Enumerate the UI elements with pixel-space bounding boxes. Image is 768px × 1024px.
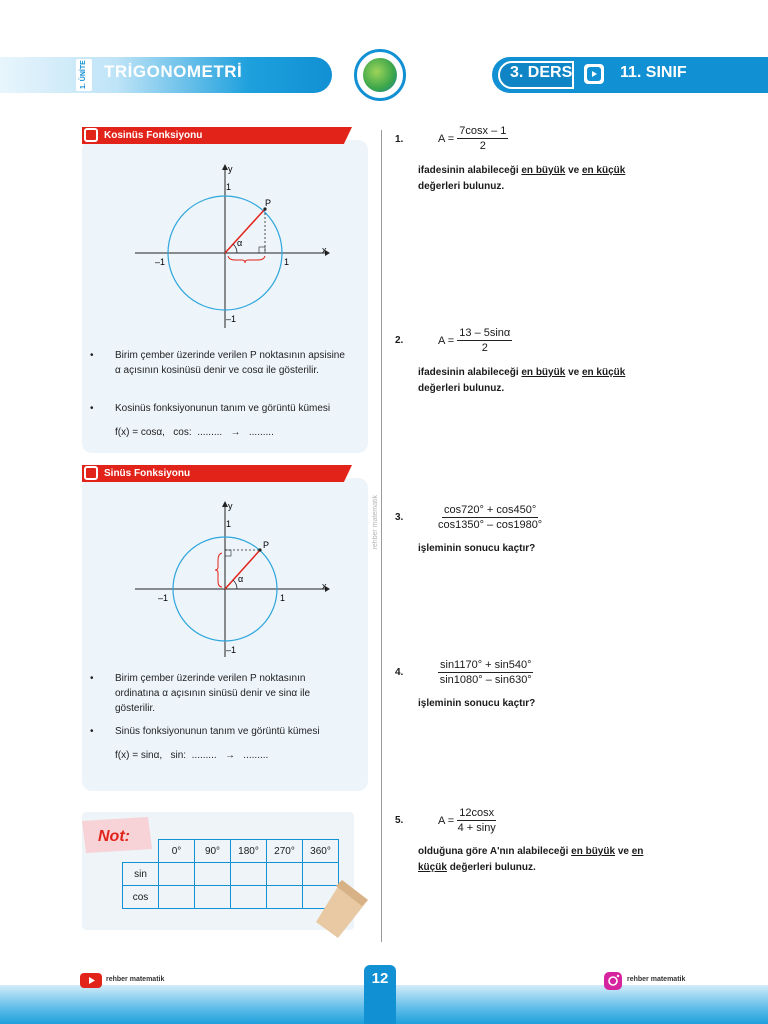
alpha-label: α bbox=[237, 238, 243, 248]
svg-text:1: 1 bbox=[226, 519, 232, 529]
table-header-cell: 0° bbox=[159, 840, 195, 863]
cosine-formula: f(x) = cosα, cos: ......... → ......... bbox=[115, 427, 274, 438]
x-one-label: 1 bbox=[284, 257, 290, 267]
cosine-unit-circle-diagram bbox=[130, 160, 340, 335]
column-divider bbox=[381, 130, 382, 942]
note-table bbox=[122, 839, 339, 909]
radius-op bbox=[225, 209, 265, 253]
page-title: TRİGONOMETRİ bbox=[104, 62, 243, 81]
brain-icon bbox=[363, 58, 397, 92]
sine-bullet-2: Sinüs fonksiyonunun tanım ve görüntü kümesi bbox=[115, 726, 320, 737]
play-icon bbox=[84, 466, 98, 480]
sine-formula: f(x) = sinα, sin: ......... → ......... bbox=[115, 750, 269, 761]
question-1-expression: A = $\frac{7\cos x - 1}{2}$ bbox=[438, 125, 507, 152]
question-4-expression: $\frac{\sin 1170^\circ + \sin 540^\circ}{\sin 1080^\circ - \sin 630^\circ}$ bbox=[439, 659, 532, 686]
y-one-label: 1 bbox=[226, 182, 232, 192]
question-number: 2. bbox=[395, 335, 404, 346]
y-minus-one-label: –1 bbox=[226, 314, 237, 324]
p-label: P bbox=[265, 198, 272, 208]
table-header-cell: 270° bbox=[267, 840, 303, 863]
x-minus-one-label: –1 bbox=[155, 257, 166, 267]
row-label: sin bbox=[123, 863, 159, 886]
instagram-icon[interactable] bbox=[603, 971, 623, 996]
cosine-section-title: Kosinüs Fonksiyonu bbox=[104, 130, 203, 141]
table-header-cell: 360° bbox=[303, 840, 339, 863]
youtube-icon[interactable] bbox=[80, 973, 102, 993]
question-number: 1. bbox=[395, 134, 404, 145]
svg-text:–1: –1 bbox=[226, 645, 237, 655]
svg-text:x: x bbox=[322, 581, 327, 591]
table-row bbox=[123, 863, 339, 886]
note-label: Not: bbox=[98, 828, 130, 845]
grade-label: 11. SINIF bbox=[620, 64, 687, 81]
unit-tag: 1. ÜNİTE bbox=[80, 60, 87, 90]
row-label: cos bbox=[123, 886, 159, 909]
question-5-expression: A = $\frac{12\cos x}{4 + \sin y}$ bbox=[438, 807, 496, 834]
table-row bbox=[123, 840, 339, 863]
brace bbox=[215, 553, 222, 587]
brace bbox=[228, 256, 265, 263]
cosine-bullet-1: Birim çember üzerinde verilen P noktasının apsisine α açısının kosinüsü denir ve cosα ile gösterilir. bbox=[115, 350, 345, 376]
svg-text:–1: –1 bbox=[158, 593, 169, 603]
question-number: 5. bbox=[395, 815, 404, 826]
instagram-handle[interactable]: rehber matematik bbox=[627, 976, 686, 983]
question-2-text: ifadesinin alabileceği en büyük ve en küçük değerleri bulunuz. bbox=[418, 367, 626, 394]
y-label: y bbox=[228, 164, 233, 174]
right-angle-mark bbox=[259, 247, 265, 253]
question-3-text: işleminin sonucu kaçtır? bbox=[418, 543, 536, 554]
table-header-cell: 180° bbox=[231, 840, 267, 863]
video-play-icon[interactable] bbox=[584, 64, 604, 84]
question-number: 3. bbox=[395, 512, 404, 523]
bullet-dot: • bbox=[90, 726, 94, 737]
question-4-text: işleminin sonucu kaçtır? bbox=[418, 698, 536, 709]
svg-text:y: y bbox=[228, 501, 233, 511]
sine-section-title: Sinüs Fonksiyonu bbox=[104, 468, 191, 479]
sine-bullet-1: Birim çember üzerinde verilen P noktasının ordinatına α açısının sinüsü denir ve sinα ile gösterilir. bbox=[115, 673, 310, 714]
svg-text:α: α bbox=[238, 574, 244, 584]
cosine-bullet-2: Kosinüs fonksiyonunun tanım ve görüntü kümesi bbox=[115, 403, 331, 414]
table-row bbox=[123, 886, 339, 909]
question-number: 4. bbox=[395, 667, 404, 678]
watermark: rehber matematik bbox=[372, 495, 379, 550]
question-5-text: olduğuna göre A'nın alabileceği en büyük ve en küçük değerleri bulunuz. bbox=[418, 846, 644, 873]
x-label: x bbox=[322, 245, 327, 255]
svg-text:P: P bbox=[263, 540, 270, 550]
sine-unit-circle-diagram bbox=[130, 497, 340, 662]
bullet-dot: • bbox=[90, 673, 94, 684]
lesson-label: 3. DERS bbox=[510, 64, 573, 81]
table-header-cell: 90° bbox=[195, 840, 231, 863]
play-icon bbox=[84, 128, 98, 142]
bullet-dot: • bbox=[90, 350, 94, 361]
page-number: 12 bbox=[371, 970, 389, 987]
question-2-expression: A = $\frac{13 - 5\sin\alpha}{2}$ bbox=[438, 327, 511, 354]
svg-text:1: 1 bbox=[280, 593, 286, 603]
youtube-handle[interactable]: rehber matematik bbox=[106, 976, 165, 983]
question-3-expression: $\frac{\cos 720^\circ + \cos 450^\circ}{\cos 1350^\circ - \cos 1980^\circ}$ bbox=[438, 504, 543, 531]
bullet-dot: • bbox=[90, 403, 94, 414]
question-1-text: ifadesinin alabileceği en büyük ve en küçük değerleri bulunuz. bbox=[418, 165, 626, 192]
tape-decoration bbox=[312, 878, 370, 940]
